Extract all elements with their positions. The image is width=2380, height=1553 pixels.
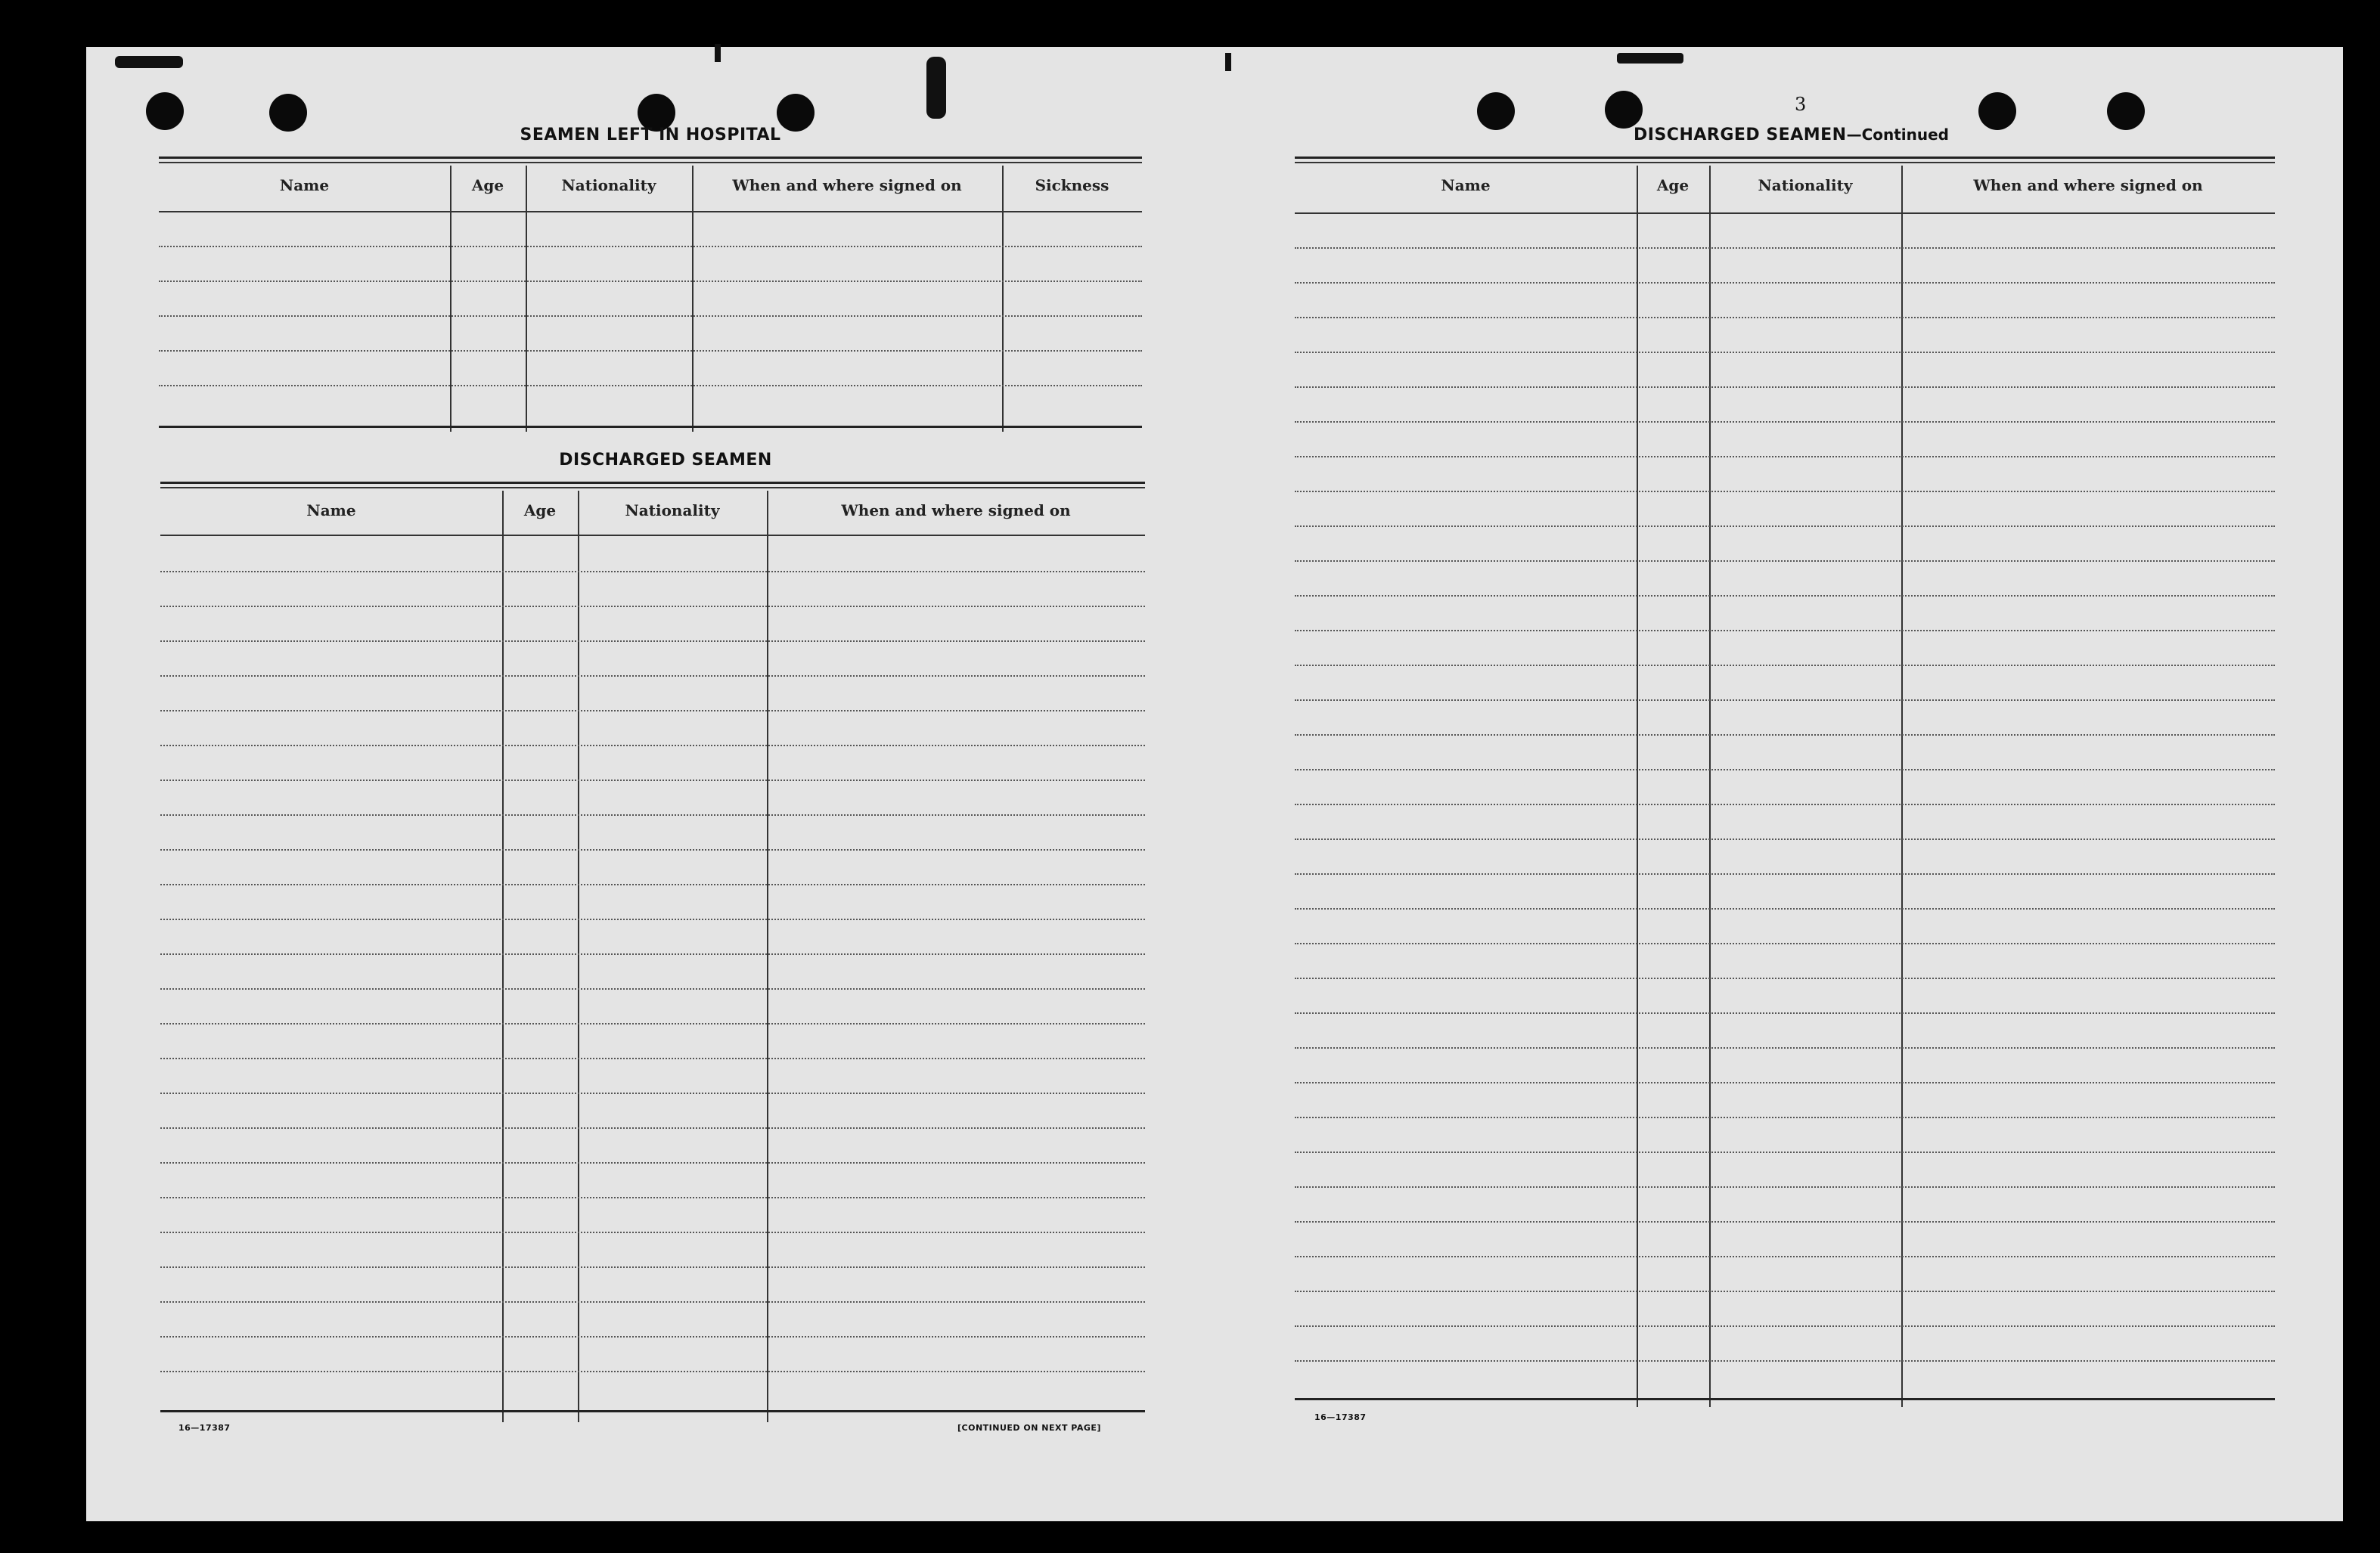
continued-note: [CONTINUED ON NEXT PAGE] <box>957 1423 1101 1433</box>
form-row <box>160 1058 1145 1059</box>
form-row <box>1295 1047 2275 1049</box>
form-row <box>1295 908 2275 910</box>
form-row <box>1295 1117 2275 1118</box>
scan-mark <box>926 57 946 119</box>
title-main: DISCHARGED SEAMEN <box>1634 126 1847 144</box>
form-row <box>1295 595 2275 597</box>
form-row <box>160 884 1145 885</box>
form-row <box>1295 804 2275 805</box>
form-row <box>160 953 1145 955</box>
form-row <box>1295 873 2275 875</box>
form-row <box>160 1197 1145 1198</box>
form-row <box>160 1232 1145 1233</box>
form-row <box>1295 1325 2275 1327</box>
form-row <box>160 675 1145 677</box>
form-row <box>1295 838 2275 840</box>
form-row <box>1295 1082 2275 1083</box>
form-row <box>1295 247 2275 249</box>
discharged-table <box>160 482 1145 1419</box>
form-row <box>159 246 1142 247</box>
form-row <box>1295 317 2275 318</box>
form-row <box>159 281 1142 282</box>
col-header-signed-on: When and where signed on <box>732 176 962 194</box>
form-row <box>1295 491 2275 492</box>
form-row <box>1295 943 2275 944</box>
form-row <box>1295 282 2275 284</box>
form-row <box>160 988 1145 990</box>
form-row <box>160 919 1145 920</box>
form-row <box>160 710 1145 711</box>
punch-hole <box>146 92 184 130</box>
form-row <box>160 1371 1145 1372</box>
hospital-section-title: SEAMEN LEFT IN HOSPITAL <box>520 126 781 144</box>
scan-mark <box>1617 53 1683 64</box>
col-header-age: Age <box>471 176 504 194</box>
discharged-section-title: DISCHARGED SEAMEN <box>559 451 772 470</box>
form-row <box>1295 1291 2275 1292</box>
col-header-signed-on: When and where signed on <box>841 501 1071 519</box>
form-row <box>1295 525 2275 527</box>
form-row <box>1295 1152 2275 1153</box>
col-header-nationality: Nationality <box>561 176 656 194</box>
form-row <box>1295 665 2275 666</box>
title-suffix: —Continued <box>1846 126 1949 144</box>
punch-hole <box>1978 92 2016 130</box>
form-row <box>160 1266 1145 1268</box>
form-row <box>1295 699 2275 701</box>
form-row <box>160 571 1145 572</box>
page-number: 3 <box>1795 94 1807 115</box>
col-header-nationality: Nationality <box>1758 176 1853 194</box>
form-row <box>1295 769 2275 770</box>
form-row <box>159 350 1142 352</box>
form-row <box>159 315 1142 317</box>
form-row <box>160 1162 1145 1164</box>
form-row <box>160 640 1145 642</box>
col-header-age: Age <box>1656 176 1690 194</box>
form-row <box>160 1127 1145 1129</box>
punch-hole <box>2107 92 2145 130</box>
form-row <box>1295 630 2275 631</box>
form-row <box>1295 1256 2275 1257</box>
form-row <box>160 1023 1145 1024</box>
form-row <box>1295 352 2275 353</box>
form-row <box>1295 1012 2275 1014</box>
form-row <box>160 745 1145 746</box>
form-row <box>1295 1186 2275 1188</box>
discharged-continued-title <box>1634 126 1949 144</box>
form-row <box>160 849 1145 851</box>
form-row <box>1295 560 2275 562</box>
col-header-nationality: Nationality <box>625 501 720 519</box>
punch-hole <box>1605 91 1643 129</box>
col-header-name: Name <box>306 501 356 519</box>
form-code: 16—17387 <box>178 1423 231 1433</box>
form-row <box>1295 978 2275 979</box>
col-header-signed-on: When and where signed on <box>1973 176 2203 194</box>
col-header-name: Name <box>1441 176 1491 194</box>
form-row <box>160 814 1145 816</box>
scan-mark <box>115 56 183 68</box>
form-row <box>1295 456 2275 457</box>
discharged-continued-table <box>1295 157 2275 1407</box>
form-row <box>160 1093 1145 1094</box>
form-row <box>160 780 1145 781</box>
form-code: 16—17387 <box>1314 1412 1367 1422</box>
col-header-sickness: Sickness <box>1035 176 1109 194</box>
form-row <box>1295 1360 2275 1362</box>
scan-mark <box>1225 53 1231 71</box>
form-row <box>1295 734 2275 736</box>
form-row <box>159 385 1142 386</box>
punch-hole <box>269 94 307 132</box>
form-row <box>1295 421 2275 423</box>
form-row <box>160 1301 1145 1303</box>
scan-mark <box>715 44 721 62</box>
hospital-table <box>159 157 1142 429</box>
form-row <box>160 606 1145 607</box>
form-row <box>160 1336 1145 1338</box>
punch-hole <box>1477 92 1515 130</box>
form-row <box>1295 386 2275 388</box>
col-header-name: Name <box>279 176 330 194</box>
form-row <box>1295 1221 2275 1223</box>
col-header-age: Age <box>523 501 557 519</box>
